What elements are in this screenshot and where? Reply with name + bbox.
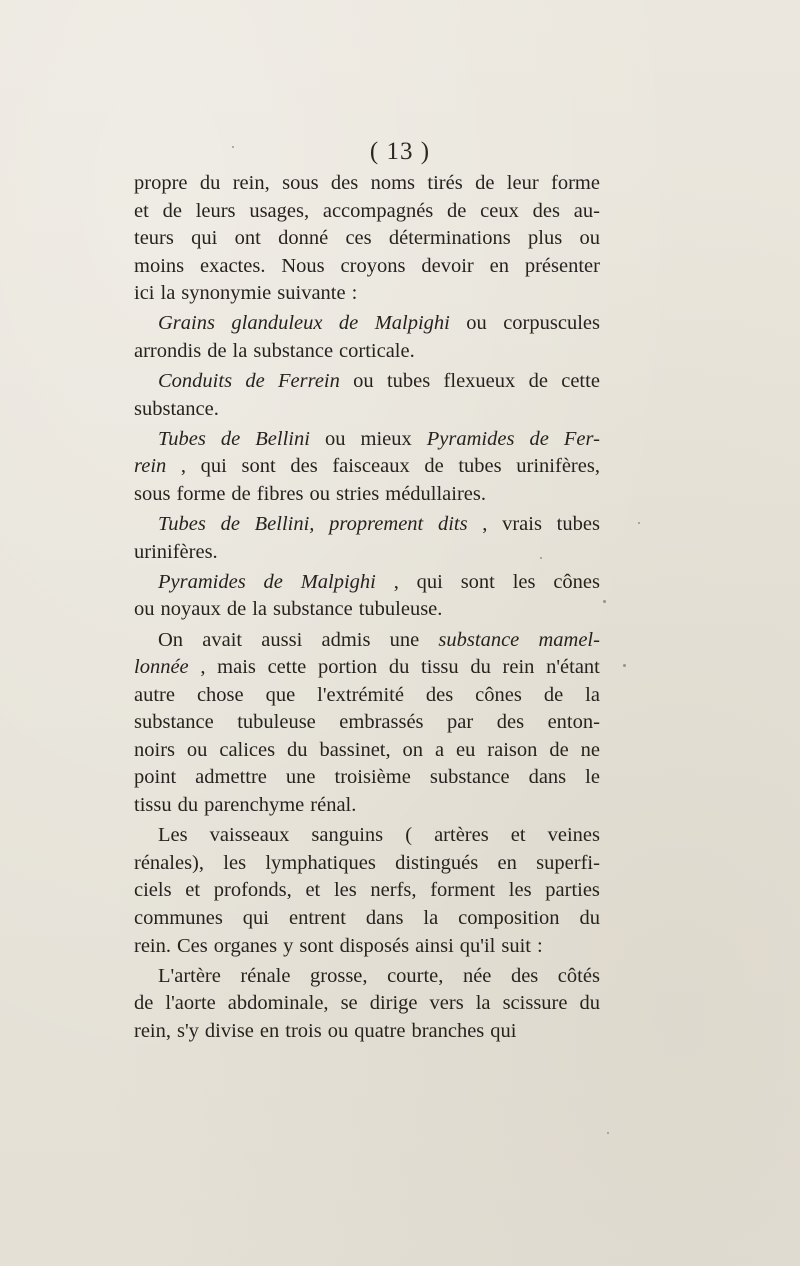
word: les — [223, 851, 247, 874]
word: on — [402, 738, 424, 761]
word: en — [259, 1019, 280, 1042]
text-line — [134, 627, 600, 655]
word: plus — [528, 227, 563, 250]
text-line — [134, 877, 600, 905]
word: accompagnés — [322, 199, 434, 222]
word: substance — [134, 711, 214, 734]
word: rénales), — [134, 851, 204, 874]
italic-word: Pyramides — [158, 570, 246, 593]
text-line — [134, 905, 600, 933]
word: raison — [487, 738, 538, 761]
word: l'extrémité — [317, 683, 404, 706]
word: substance — [273, 598, 353, 621]
text-line — [134, 539, 600, 567]
word: des — [290, 455, 318, 478]
word: croyons — [340, 254, 406, 277]
italic-word: Malpighi — [300, 570, 376, 593]
word: vaisseaux — [209, 824, 290, 847]
word: de — [226, 598, 247, 621]
text-line — [134, 933, 600, 961]
word: tubuleuse — [237, 711, 316, 734]
word: la — [232, 340, 248, 363]
word: suivante — [277, 282, 346, 305]
word: de — [207, 340, 227, 363]
word: distingués — [395, 851, 479, 874]
italic-word: substance — [438, 628, 520, 651]
word: synonymie — [181, 282, 272, 305]
word: ici — [134, 282, 155, 305]
word: Ces — [177, 934, 208, 957]
italic-word: glanduleux — [231, 312, 323, 335]
word: sont — [241, 455, 276, 478]
word: quatre — [354, 1019, 406, 1042]
word: troisième — [334, 766, 411, 789]
word: rein, — [232, 172, 270, 194]
word: entrent — [288, 906, 346, 929]
word: au- — [573, 199, 600, 222]
word: la — [585, 683, 600, 706]
word: On — [158, 628, 184, 651]
word: qui — [242, 906, 269, 929]
word: avait — [202, 628, 243, 651]
word: superfi- — [536, 851, 600, 874]
italic-word: Ferrein — [278, 370, 340, 393]
word: admettre — [195, 766, 267, 789]
word: de — [231, 483, 251, 506]
word: leurs — [195, 199, 236, 222]
word: faisceaux — [332, 455, 410, 478]
text-line — [134, 481, 600, 509]
word: , — [393, 570, 399, 593]
word: sous — [282, 172, 319, 194]
text-line — [134, 822, 600, 850]
word: de — [424, 455, 444, 478]
text-line — [134, 225, 600, 253]
word: nerfs, — [370, 879, 417, 902]
text-line — [134, 396, 600, 424]
word: des — [425, 683, 454, 706]
word: les — [508, 879, 532, 902]
word: cônes — [475, 683, 522, 706]
word: du — [579, 906, 600, 929]
word: sont — [460, 570, 495, 593]
text-line — [134, 253, 600, 281]
italic-word: Tubes — [158, 427, 206, 450]
word: ceux — [480, 199, 519, 222]
word: du — [388, 656, 410, 679]
word: dans — [365, 906, 404, 929]
word: vrais — [502, 513, 542, 536]
word: disposés — [339, 934, 410, 957]
word: ou — [579, 227, 600, 250]
body-text — [134, 170, 600, 1045]
text-line — [134, 426, 600, 454]
word: rénal. — [310, 794, 357, 817]
word: lymphatiques — [265, 851, 376, 874]
word: trois — [285, 1019, 322, 1042]
word: Nous — [281, 254, 325, 277]
word: de — [543, 683, 564, 706]
word: , — [482, 513, 488, 536]
word: la — [160, 282, 176, 305]
word: L'artère — [158, 964, 221, 987]
text-line — [134, 709, 600, 737]
word: par — [447, 711, 474, 734]
word: propre — [134, 172, 188, 194]
text-line — [134, 737, 600, 765]
word: substance — [253, 340, 334, 363]
word: , — [200, 656, 206, 679]
italic-word: Pyramides — [426, 427, 515, 450]
word: moins — [134, 254, 185, 277]
word: substance — [429, 766, 510, 789]
word: n'étant — [546, 656, 600, 679]
word: et — [185, 879, 201, 902]
word: autre — [134, 683, 175, 706]
word: suit — [501, 934, 531, 957]
word: qui — [490, 1019, 517, 1042]
word: ou — [353, 370, 374, 393]
word: divise — [204, 1019, 254, 1042]
italic-word: rein — [134, 455, 167, 478]
word: des — [532, 199, 560, 222]
word: se — [340, 992, 358, 1015]
word: tubuleuse. — [358, 598, 443, 621]
italic-word: Fer- — [563, 427, 600, 450]
word: qui — [191, 227, 218, 250]
word: exactes. — [200, 254, 266, 277]
word: ainsi — [415, 934, 454, 957]
word: usages, — [249, 199, 310, 222]
word: abdominale, — [227, 992, 329, 1015]
word: corpuscules — [503, 312, 600, 335]
word: forme — [551, 172, 600, 194]
italic-word: mamel- — [538, 628, 600, 651]
italic-word: Malpighi — [374, 312, 450, 335]
text-line — [134, 368, 600, 396]
word: et — [305, 879, 321, 902]
word: de — [134, 992, 154, 1015]
text-line — [134, 963, 600, 991]
word: ou — [186, 738, 208, 761]
word: organes — [213, 934, 278, 957]
word: devoir — [421, 254, 474, 277]
italic-word: Bellini — [255, 427, 310, 450]
word: du — [177, 794, 199, 817]
word: ou — [327, 1019, 349, 1042]
word: de — [162, 199, 182, 222]
word: des — [496, 711, 525, 734]
word: parties — [545, 879, 600, 902]
italic-word: de — [245, 370, 265, 393]
word: cette — [561, 370, 600, 393]
word: grosse, — [310, 964, 368, 987]
word: rein. — [134, 934, 171, 957]
italic-word: lonnée — [134, 656, 189, 679]
word: présenter — [524, 254, 600, 277]
word: tubes — [556, 513, 600, 536]
word: côtés — [557, 964, 600, 987]
italic-word: de — [220, 427, 241, 450]
word: cette — [267, 656, 307, 679]
word: bassinet, — [319, 738, 391, 761]
word: artères — [434, 824, 489, 847]
word: veines — [547, 824, 600, 847]
word: substance. — [134, 397, 219, 420]
word: une — [285, 766, 316, 789]
word: de — [475, 172, 495, 194]
text-line — [134, 569, 600, 597]
word: composition — [458, 906, 560, 929]
word: arrondis — [134, 340, 202, 363]
word: du — [579, 992, 600, 1015]
italic-word: Grains — [158, 312, 215, 335]
word: cônes — [553, 570, 600, 593]
word: : — [351, 282, 358, 305]
word: vers — [429, 992, 464, 1015]
word: déterminations — [388, 227, 511, 250]
word: du — [199, 172, 221, 194]
text-line — [134, 850, 600, 878]
word: noirs — [134, 738, 175, 761]
word: : — [537, 934, 543, 957]
word: tissu — [134, 794, 172, 817]
word: teurs — [134, 227, 174, 250]
word: y — [283, 934, 294, 957]
word: les — [512, 570, 536, 593]
word: leur — [506, 172, 539, 194]
word: forment — [430, 879, 496, 902]
word: rein — [502, 656, 535, 679]
text-line — [134, 280, 600, 308]
word: la — [252, 598, 268, 621]
word: embrassés — [339, 711, 424, 734]
word: ciels — [134, 879, 172, 902]
word: de — [549, 738, 569, 761]
word: fibres — [256, 483, 304, 506]
word: les — [333, 879, 357, 902]
text-line — [134, 764, 600, 792]
italic-word: de — [263, 570, 283, 593]
word: ont — [234, 227, 261, 250]
italic-word: de — [338, 312, 359, 335]
word: et — [510, 824, 526, 847]
italic-word: Tubes — [158, 513, 206, 536]
word: scissure — [502, 992, 568, 1015]
word: noyaux — [160, 598, 221, 621]
word: du — [470, 656, 491, 679]
word: qu'il — [459, 934, 496, 957]
word: profonds, — [213, 879, 292, 902]
word: dirige — [369, 992, 418, 1015]
word: rénale — [240, 964, 291, 987]
word: noms — [370, 172, 416, 194]
text-line — [134, 338, 600, 366]
word: en — [497, 851, 517, 874]
word: corticale. — [339, 340, 415, 363]
text-line — [134, 990, 600, 1018]
word: la — [423, 906, 439, 929]
word: du — [287, 738, 308, 761]
word: sont — [299, 934, 334, 957]
word: mieux — [360, 427, 412, 450]
word: ou — [134, 598, 155, 621]
word: parenchyme — [204, 794, 305, 817]
text-line — [134, 1018, 600, 1046]
word: enton- — [547, 711, 600, 734]
word: de — [528, 370, 548, 393]
word: ces — [345, 227, 372, 250]
word: l'aorte — [165, 992, 216, 1015]
word: ou — [309, 483, 330, 506]
word: aussi — [261, 628, 303, 651]
word: que — [265, 683, 296, 706]
word: sous — [134, 483, 171, 506]
word: le — [585, 766, 600, 789]
word: eu — [456, 738, 476, 761]
word: médullaires. — [385, 483, 487, 506]
word: ( — [405, 824, 413, 847]
italic-word: Bellini, — [254, 513, 315, 536]
word: urinifères, — [516, 455, 600, 478]
word: en — [489, 254, 509, 277]
word: portion — [317, 656, 378, 679]
italic-word: dits — [437, 513, 468, 536]
text-line — [134, 682, 600, 710]
text-line — [134, 453, 600, 481]
word: qui — [416, 570, 443, 593]
word: mais — [217, 656, 256, 679]
text-line — [134, 792, 600, 820]
word: une — [389, 628, 420, 651]
text-line — [134, 198, 600, 226]
word: Les — [158, 824, 188, 847]
word: ou — [324, 427, 346, 450]
word: flexueux — [443, 370, 516, 393]
word: ne — [580, 738, 600, 761]
word: point — [134, 766, 177, 789]
italic-word: Conduits — [158, 370, 233, 393]
word: dans — [528, 766, 567, 789]
word: la — [475, 992, 491, 1015]
word: communes — [134, 906, 223, 929]
text-line — [134, 511, 600, 539]
word: qui — [200, 455, 227, 478]
word: tirés — [427, 172, 463, 194]
italic-word: de — [529, 427, 549, 450]
word: s'y — [177, 1019, 199, 1042]
word: et — [134, 199, 149, 222]
word: forme — [176, 483, 226, 506]
word: courte, — [387, 964, 444, 987]
italic-word: de — [220, 513, 240, 536]
word: de — [447, 199, 467, 222]
word: donné — [278, 227, 329, 250]
word: des — [510, 964, 539, 987]
text-line — [134, 596, 600, 624]
word: tubes — [386, 370, 431, 393]
page-number: ( 13 ) — [369, 138, 431, 165]
text-line — [134, 654, 600, 682]
word: tubes — [458, 455, 502, 478]
word: des — [330, 172, 359, 194]
word: urinifères. — [134, 540, 218, 563]
word: calices — [219, 738, 276, 761]
word: a — [434, 738, 445, 761]
word: stries — [335, 483, 380, 506]
word: branches — [411, 1019, 485, 1042]
italic-word: proprement — [329, 513, 424, 536]
text-line — [134, 170, 600, 198]
word: , — [180, 455, 187, 478]
word: née — [462, 964, 492, 987]
word: admis — [321, 628, 371, 651]
text-line — [134, 310, 600, 338]
word: chose — [196, 683, 244, 706]
word: ou — [466, 312, 487, 335]
word: tissu — [421, 656, 459, 679]
word: rein, — [134, 1019, 171, 1042]
word: sanguins — [311, 824, 384, 847]
